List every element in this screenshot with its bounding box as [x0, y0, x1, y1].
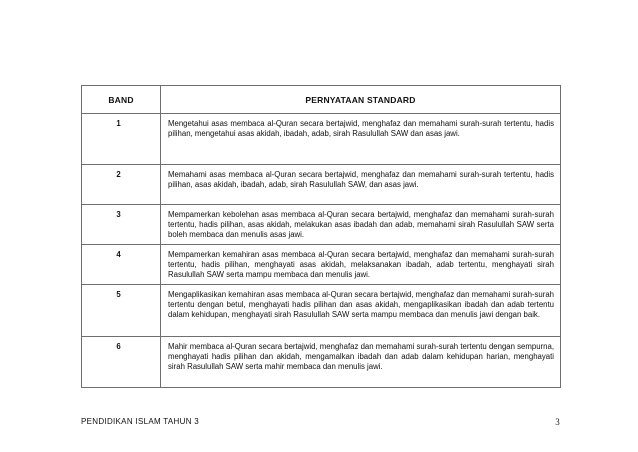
- table-row: [82, 165, 561, 205]
- band-number: 1: [82, 114, 161, 165]
- table-row: [82, 245, 561, 285]
- band-statement: Mengetahui asas membaca al-Quran secara bertajwid, menghafaz dan memahami surah-surah tertentu, hadis pilihan, mengetahui asas akidah, ibadah, adab, sirah Rasulullah SAW dan asas jawi.: [161, 114, 561, 165]
- table-row: [82, 114, 561, 165]
- band-statement: Mempamerkan kemahiran asas membaca al-Quran secara bertajwid, menghafaz dan memahami surah-surah tertentu, hadis pilihan, menghayati asas akidah, melaksanakan ibadah, adab tertentu, menghayati sirah Rasulullah SAW serta mampu membaca dan menulis jawi.: [161, 245, 561, 285]
- band-standards-table: [81, 85, 561, 388]
- band-statement: Mempamerkan kebolehan asas membaca al-Quran secara bertajwid, menghafaz dan memahami surah-surah tertentu, hadis pilihan, asas akidah, melakukan asas ibadah dan adab, memahami sirah Rasulullah SAW serta boleh membaca dan menulis asas jawi.: [161, 205, 561, 245]
- footer-title: PENDIDIKAN ISLAM TAHUN 3: [81, 417, 200, 426]
- band-number: 6: [82, 337, 161, 388]
- band-statement: Mahir membaca al-Quran secara bertajwid, menghafaz dan memahami surah-surah tertentu dengan sempurna, menghayati hadis pilihan dan akidah, mengamalkan ibadah dan adab dalam kehidupan harian, menghayati sirah Rasulullah SAW serta mahir membaca dan menulis jawi.: [161, 337, 561, 388]
- band-number: 4: [82, 245, 161, 285]
- statement-column-header: PERNYATAAN STANDARD: [161, 86, 561, 114]
- table-header-row: [82, 86, 561, 114]
- page-footer: [81, 417, 560, 427]
- table-row: [82, 205, 561, 245]
- band-statement: Mengaplikasikan kemahiran asas membaca al-Quran secara bertajwid, menghafaz dan memahami surah-surah tertentu dengan betul, menghayati hadis pilihan dan asas akidah, mengaplikasikan ibadah dan adab tertentu dalam kehidupan, menghayati sirah Rasulullah SAW serta mampu membaca dan menulis jawi dengan baik.: [161, 285, 561, 337]
- band-number: 2: [82, 165, 161, 205]
- page-number: 3: [555, 417, 560, 427]
- band-number: 5: [82, 285, 161, 337]
- band-number: 3: [82, 205, 161, 245]
- table-row: [82, 285, 561, 337]
- band-statement: Memahami asas membaca al-Quran secara bertajwid, menghafaz dan memahami surah-surah tertentu, hadis pilihan, asas akidah, ibadah, adab, sirah Rasulullah SAW, dan asas jawi.: [161, 165, 561, 205]
- table-row: [82, 337, 561, 388]
- band-column-header: BAND: [82, 86, 161, 114]
